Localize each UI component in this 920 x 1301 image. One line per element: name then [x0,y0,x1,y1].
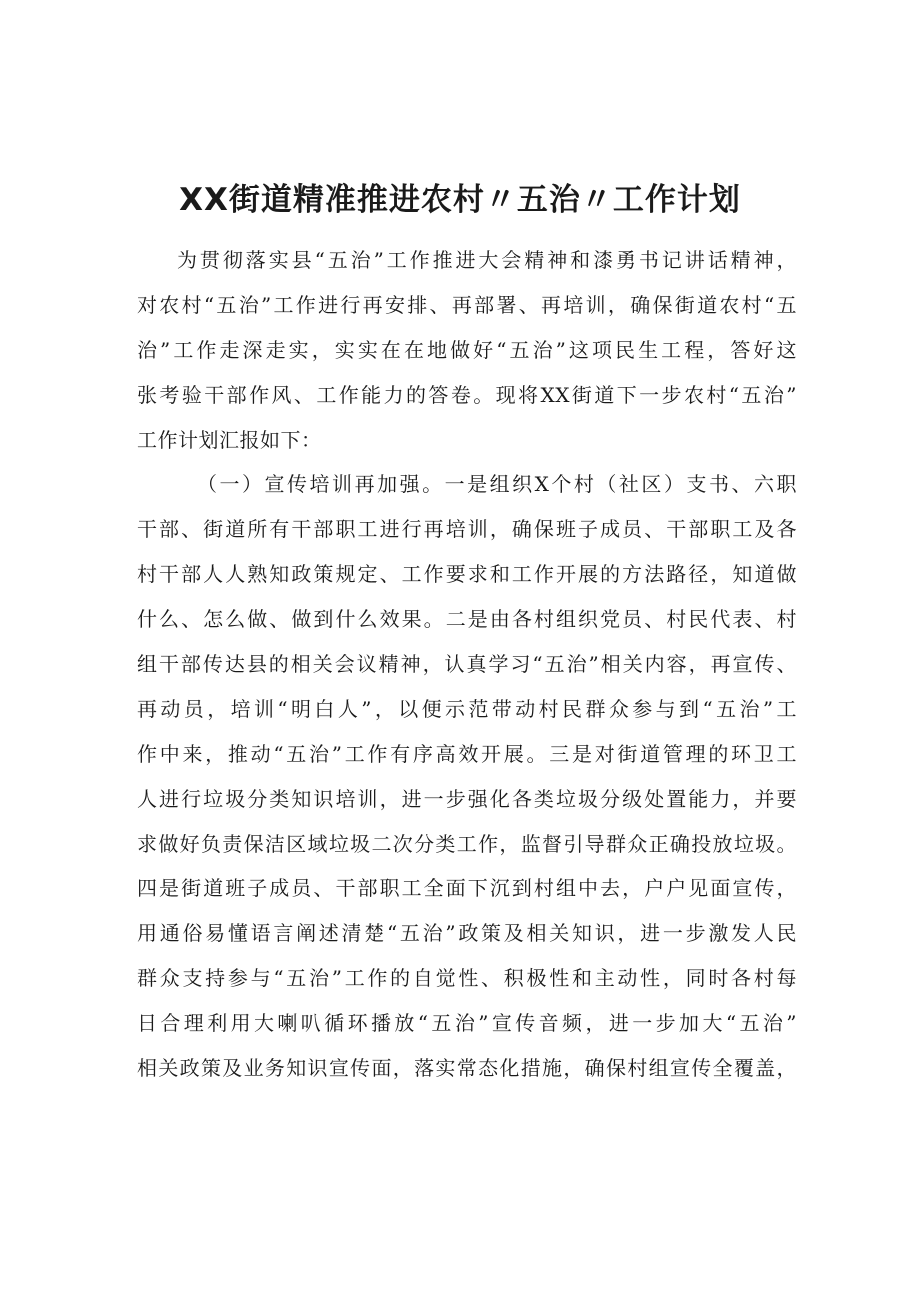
section-1-line: 四是街道班子成员、干部职工全面下沉到村组中去，户户见面宣传， [137,876,797,901]
section-1-line: 日合理利用大喇叭循环播放“五治”宣传音频，进一步加大“五治” [137,1011,797,1036]
section-1-line: 什么、怎么做、做到什么效果。二是由各村组织党员、村民代表、村 [137,607,797,632]
section-1-line: 村干部人人熟知政策规定、工作要求和工作开展的方法路径，知道做 [137,562,797,587]
section-1-line: 干部、街道所有干部职工进行再培训，确保班子成员、干部职工及各 [137,517,797,542]
section-1-line: 相关政策及业务知识宣传面，落实常态化措施，确保村组宣传全覆盖， [137,1056,797,1081]
intro-line: 为贯彻落实县“五治”工作推进大会精神和漆勇书记讲话精神， [177,248,797,272]
section-1-line: 组干部传达县的相关会议精神，认真学习“五治”相关内容，再宣传、 [137,652,797,677]
section-1-line: 群众支持参与“五治”工作的自觉性、积极性和主动性，同时各村每 [137,966,797,991]
section-1-line: 求做好负责保洁区域垃圾二次分类工作，监督引导群众正确投放垃圾。 [137,831,797,856]
intro-line: 张考验干部作风、工作能力的答卷。现将XX街道下一步农村“五治” [137,382,797,407]
intro-line: 治”工作走深走实，实实在在地做好“五治”这项民生工程，答好这 [137,337,797,362]
section-1-line: 人进行垃圾分类知识培训，进一步强化各类垃圾分级处置能力，并要 [137,786,797,811]
section-1-line: 用通俗易懂语言阐述清楚“五治”政策及相关知识，进一步激发人民 [137,921,797,946]
section-1-line: 再动员，培训“明白人”，以便示范带动村民群众参与到“五治”工 [137,696,797,721]
intro-line: 对农村“五治”工作进行再安排、再部署、再培训，确保街道农村“五 [137,292,797,317]
section-1-line: 作中来，推动“五治”工作有序高效开展。三是对街道管理的环卫工 [137,741,797,766]
intro-line: 工作计划汇报如下： [137,427,322,452]
section-1-line: （一）宣传培训再加强。一是组织X个村（社区）支书、六职 [197,472,797,497]
document-title: XX街道精准推进农村〃五治〃工作计划 [179,182,741,218]
document-body [137,238,797,1091]
